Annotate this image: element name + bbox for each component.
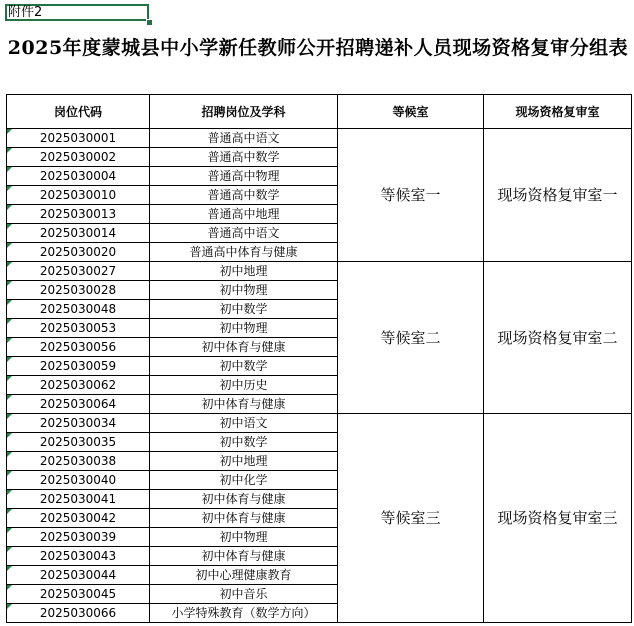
table-header-row (7, 95, 632, 129)
position-code-cell[interactable]: 2025030027 (7, 262, 150, 281)
subject-cell[interactable]: 初中体育与健康 (150, 547, 338, 566)
subject-cell[interactable]: 普通高中数学 (150, 148, 338, 167)
subject-cell[interactable]: 初中语文 (150, 414, 338, 433)
subject-cell[interactable]: 初中物理 (150, 528, 338, 547)
header-position-code[interactable]: 岗位代码 (7, 95, 150, 129)
position-code-cell[interactable]: 2025030041 (7, 490, 150, 509)
position-code-cell[interactable]: 2025030053 (7, 319, 150, 338)
position-code-cell[interactable]: 2025030062 (7, 376, 150, 395)
waiting-room-cell[interactable]: 等候室三 (338, 414, 484, 623)
position-code-cell[interactable]: 2025030028 (7, 281, 150, 300)
fill-handle[interactable] (146, 19, 153, 26)
subject-cell[interactable]: 初中物理 (150, 319, 338, 338)
subject-cell[interactable]: 普通高中体育与健康 (150, 243, 338, 262)
header-review-room[interactable]: 现场资格复审室 (484, 95, 632, 129)
subject-cell[interactable]: 初中历史 (150, 376, 338, 395)
subject-cell[interactable]: 普通高中数学 (150, 186, 338, 205)
subject-cell[interactable]: 初中数学 (150, 300, 338, 319)
position-code-cell[interactable]: 2025030035 (7, 433, 150, 452)
position-code-cell[interactable]: 2025030040 (7, 471, 150, 490)
subject-cell[interactable]: 普通高中物理 (150, 167, 338, 186)
position-code-cell[interactable]: 2025030059 (7, 357, 150, 376)
subject-cell[interactable]: 普通高中语文 (150, 224, 338, 243)
table-row (7, 262, 632, 281)
subject-cell[interactable]: 初中数学 (150, 357, 338, 376)
subject-cell[interactable]: 小学特殊教育（数学方向） (150, 604, 338, 623)
position-code-cell[interactable]: 2025030039 (7, 528, 150, 547)
subject-cell[interactable]: 初中体育与健康 (150, 395, 338, 414)
review-room-cell[interactable]: 现场资格复审室二 (484, 262, 632, 414)
position-code-cell[interactable]: 2025030064 (7, 395, 150, 414)
position-code-cell[interactable]: 2025030034 (7, 414, 150, 433)
position-code-cell[interactable]: 2025030010 (7, 186, 150, 205)
review-room-cell[interactable]: 现场资格复审室一 (484, 129, 632, 262)
subject-cell[interactable]: 初中体育与健康 (150, 338, 338, 357)
subject-cell[interactable]: 初中音乐 (150, 585, 338, 604)
selected-cell-a1[interactable]: 附件2 (5, 4, 149, 21)
waiting-room-cell[interactable]: 等候室二 (338, 262, 484, 414)
position-code-cell[interactable]: 2025030056 (7, 338, 150, 357)
position-code-cell[interactable]: 2025030045 (7, 585, 150, 604)
subject-cell[interactable]: 初中化学 (150, 471, 338, 490)
position-code-cell[interactable]: 2025030043 (7, 547, 150, 566)
position-code-cell[interactable]: 2025030004 (7, 167, 150, 186)
subject-cell[interactable]: 初中物理 (150, 281, 338, 300)
subject-cell[interactable]: 初中地理 (150, 262, 338, 281)
waiting-room-cell[interactable]: 等候室一 (338, 129, 484, 262)
subject-cell[interactable]: 初中体育与健康 (150, 509, 338, 528)
document-title: 2025年度蒙城县中小学新任教师公开招聘递补人员现场资格复审分组表 (7, 37, 629, 59)
subject-cell[interactable]: 初中数学 (150, 433, 338, 452)
header-subject[interactable]: 招聘岗位及学科 (150, 95, 338, 129)
position-code-cell[interactable]: 2025030038 (7, 452, 150, 471)
grouping-table (6, 94, 632, 623)
position-code-cell[interactable]: 2025030042 (7, 509, 150, 528)
subject-cell[interactable]: 初中体育与健康 (150, 490, 338, 509)
subject-cell[interactable]: 普通高中地理 (150, 205, 338, 224)
subject-cell[interactable]: 初中心理健康教育 (150, 566, 338, 585)
position-code-cell[interactable]: 2025030002 (7, 148, 150, 167)
position-code-cell[interactable]: 2025030013 (7, 205, 150, 224)
header-waiting-room[interactable]: 等候室 (338, 95, 484, 129)
position-code-cell[interactable]: 2025030014 (7, 224, 150, 243)
position-code-cell[interactable]: 2025030048 (7, 300, 150, 319)
subject-cell[interactable]: 初中地理 (150, 452, 338, 471)
table-body (7, 129, 632, 623)
position-code-cell[interactable]: 2025030001 (7, 129, 150, 148)
position-code-cell[interactable]: 2025030044 (7, 566, 150, 585)
position-code-cell[interactable]: 2025030020 (7, 243, 150, 262)
table-row (7, 414, 632, 433)
subject-cell[interactable]: 普通高中语文 (150, 129, 338, 148)
position-code-cell[interactable]: 2025030066 (7, 604, 150, 623)
table-row (7, 129, 632, 148)
review-room-cell[interactable]: 现场资格复审室三 (484, 414, 632, 623)
